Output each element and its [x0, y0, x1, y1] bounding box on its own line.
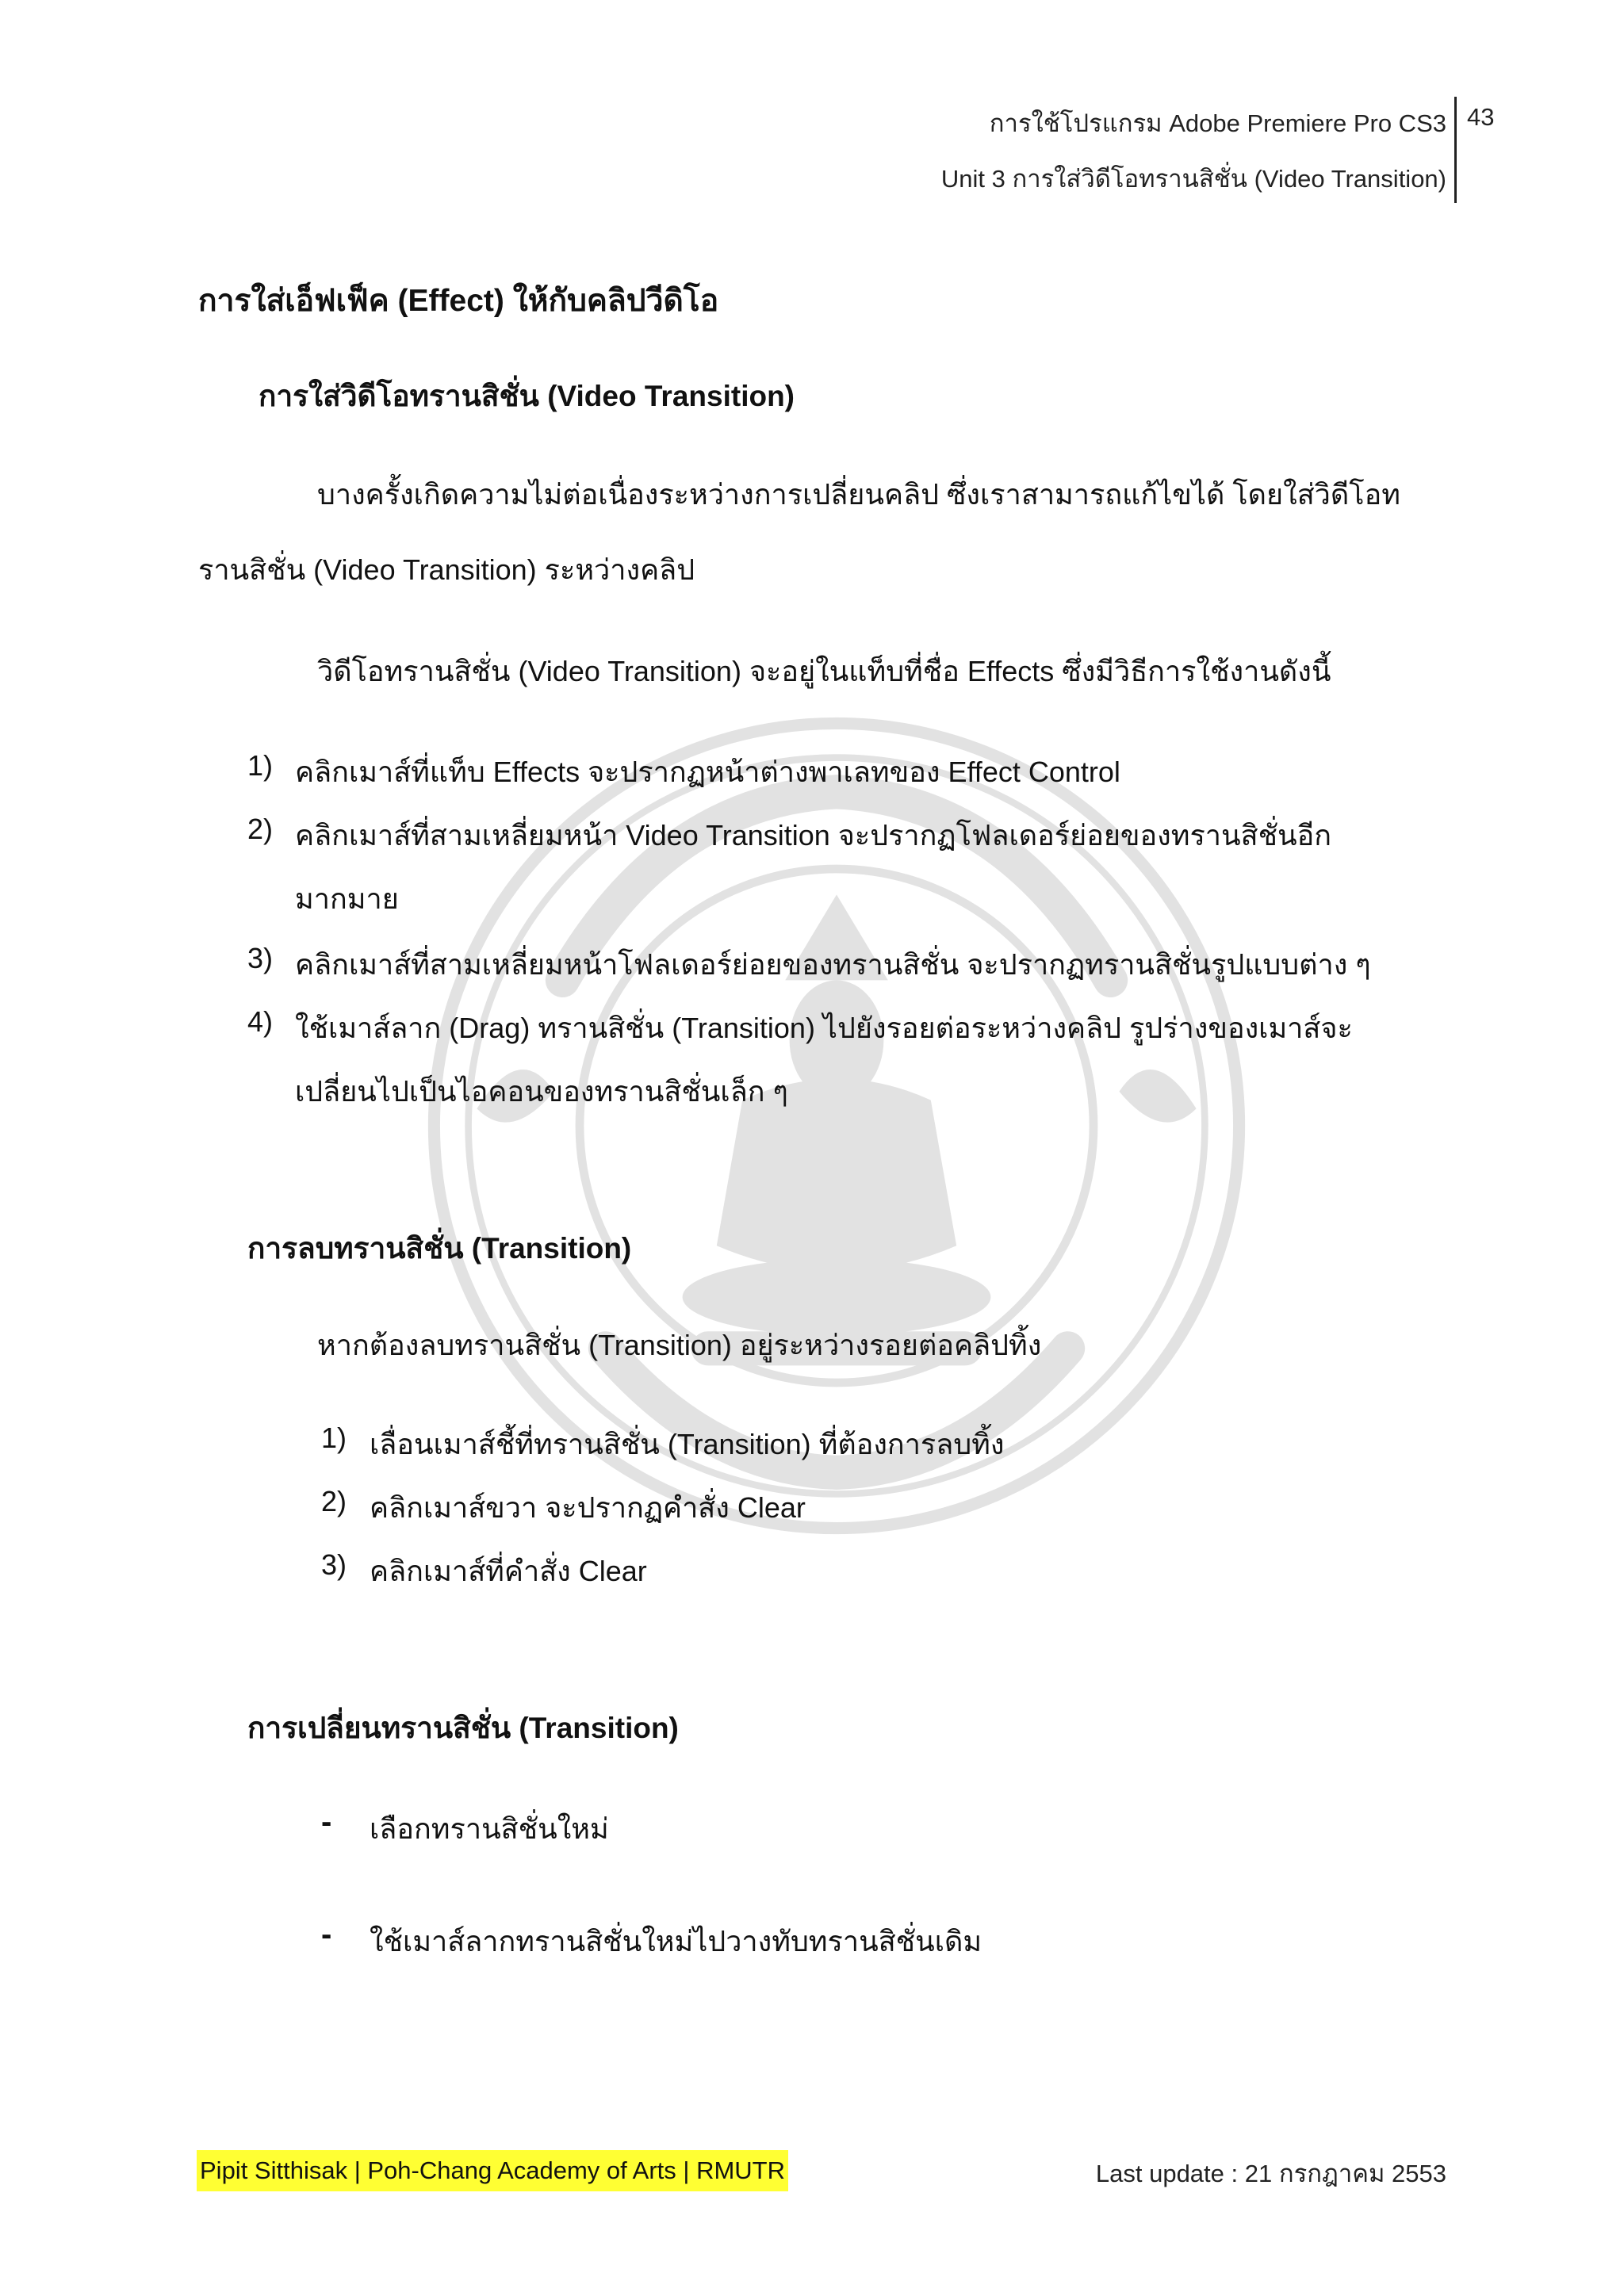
- list-item-number: 2): [247, 813, 274, 845]
- list-item: คลิกเมาส์ที่สามเหลี่ยมหน้าโฟลเดอร์ย่อยของทรานสิชั่น จะปรากฏทรานสิชั่นรูปแบบต่าง ๆ: [295, 948, 1371, 981]
- list-item: คลิกเมาส์ขวา จะปรากฏคำสั่ง Clear: [370, 1491, 806, 1524]
- list-item-number: 3): [321, 1548, 347, 1581]
- section-title-effect: การใส่เอ็ฟเฟ็ค (Effect) ให้กับคลิปวีดิโอ: [198, 284, 719, 318]
- subsection-title-video-transition: การใส่วิดีโอทรานสิชั่น (Video Transition): [259, 380, 795, 412]
- list-item-number: 2): [321, 1485, 347, 1517]
- paragraph-delete-transition: หากต้องลบทรานสิชั่น (Transition) อยู่ระหว่างรอยต่อคลิปทิ้ง: [317, 1329, 1042, 1361]
- list-item-number: 1): [321, 1422, 347, 1454]
- list-item: คลิกเมาส์ที่คำสั่ง Clear: [370, 1555, 647, 1587]
- paragraph-intro-line1: บางครั้งเกิดความไม่ต่อเนื่องระหว่างการเปลี่ยนคลิป ซึ่งเราสามารถแก้ไขได้ โดยใส่วิดีโอท: [317, 478, 1400, 511]
- list-item: ใช้เมาส์ลาก (Drag) ทรานสิชั่น (Transition) ไปยังรอยต่อระหว่างคลิป รูปร่างของเมาส์จะ: [295, 1012, 1353, 1044]
- footer-author: Pipit Sitthisak | Poh-Chang Academy of Arts | RMUTR: [197, 2150, 788, 2191]
- page-number: 43: [1467, 103, 1495, 131]
- header-divider: [1454, 97, 1457, 203]
- footer-last-update: Last update : 21 กรกฎาคม 2553: [1095, 2160, 1446, 2187]
- bullet-dash: -: [321, 1804, 332, 1839]
- list-item-number: 3): [247, 942, 274, 974]
- list-item-number: 1): [247, 749, 274, 782]
- list-item: เลือกทรานสิชั่นใหม่: [370, 1812, 609, 1845]
- list-item: ใช้เมาส์ลากทรานสิชั่นใหม่ไปวางทับทรานสิชั่นเดิม: [370, 1925, 982, 1957]
- paragraph-intro-line2: รานสิชั่น (Video Transition) ระหว่างคลิป: [198, 553, 695, 586]
- list-item-continuation: เปลี่ยนไปเป็นไอคอนของทรานสิชั่นเล็ก ๆ: [295, 1075, 788, 1108]
- paragraph-effects-tab: วิดีโอทรานสิชั่น (Video Transition) จะอยู่ในแท็บที่ชื่อ Effects ซึ่งมีวิธีการใช้งานดังนี้: [317, 655, 1331, 687]
- list-item-continuation: มากมาย: [295, 882, 399, 915]
- list-item-number: 4): [247, 1005, 274, 1038]
- header-subtitle: Unit 3 การใส่วิดีโอทรานสิชั่น (Video Transition): [940, 165, 1446, 193]
- list-item: เลื่อนเมาส์ชี้ที่ทรานสิชั่น (Transition) ที่ต้องการลบทิ้ง: [370, 1428, 1005, 1460]
- bullet-dash: -: [321, 1917, 332, 1952]
- section-title-delete-transition: การลบทรานสิชั่น (Transition): [247, 1232, 632, 1265]
- section-title-change-transition: การเปลี่ยนทรานสิชั่น (Transition): [247, 1712, 679, 1744]
- header-title: การใช้โปรแกรม Adobe Premiere Pro CS3: [989, 109, 1446, 137]
- list-item: คลิกเมาส์ที่แท็บ Effects จะปรากฏหน้าต่างพาเลทของ Effect Control: [295, 756, 1120, 788]
- list-item: คลิกเมาส์ที่สามเหลี่ยมหน้า Video Transition จะปรากฏโฟลเดอร์ย่อยของทรานสิชั่นอีก: [295, 819, 1332, 851]
